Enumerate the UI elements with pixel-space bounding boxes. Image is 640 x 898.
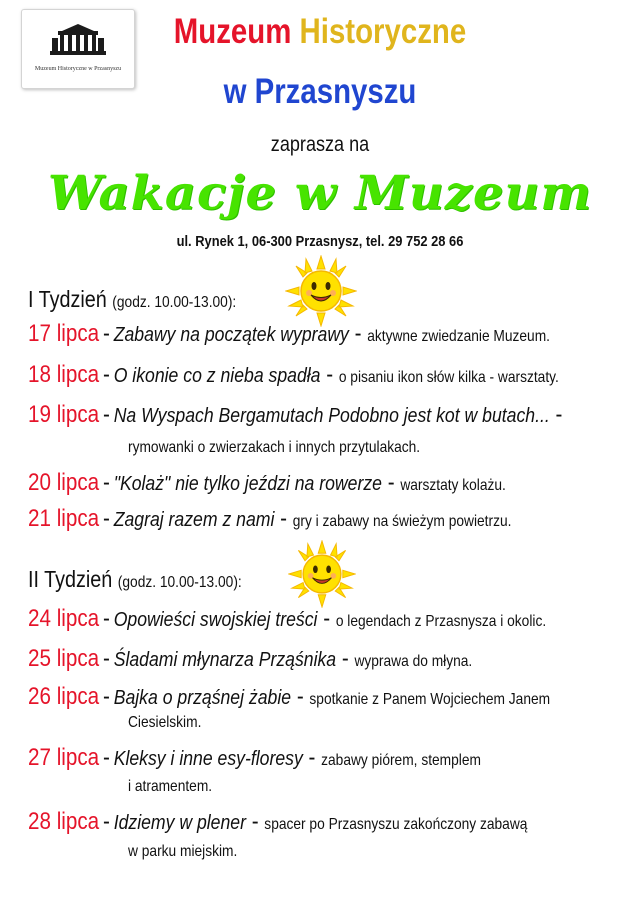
- day-dash: -: [102, 683, 110, 710]
- day-event: Kleksy i inne esy-floresy: [113, 747, 303, 770]
- schedule-row: [28, 605, 546, 633]
- day-description-continued: w parku miejskim.: [128, 843, 238, 860]
- day-event: Zagraj razem z nami: [113, 508, 275, 531]
- day-date: 28 lipca: [28, 808, 100, 835]
- day-event: Śladami młynarza Prząśnika: [113, 648, 337, 671]
- day-description: wyprawa do młyna.: [354, 653, 473, 670]
- day-description: zabawy piórem, stemplem: [321, 752, 481, 769]
- day-date: 27 lipca: [28, 744, 100, 771]
- day-date: 17 lipca: [28, 320, 100, 347]
- day-description-continued: rymowanki o zwierzakach i innych przytulakach.: [128, 439, 421, 456]
- schedule-row: [28, 469, 506, 497]
- title-word-historyczne: Historyczne: [299, 12, 467, 51]
- day-separator: -: [291, 683, 310, 710]
- day-event: Bajka o prząśnej żabie: [113, 686, 292, 709]
- day-description-continued: Ciesielskim.: [128, 714, 202, 731]
- week-label: I Tydzień: [28, 286, 107, 312]
- schedule-row: [28, 645, 472, 673]
- sun-icon: [288, 540, 356, 608]
- day-date: 18 lipca: [28, 361, 100, 388]
- day-dash: -: [102, 469, 110, 496]
- day-event: O ikonie co z nieba spadła: [113, 364, 321, 387]
- schedule-row: [28, 320, 550, 348]
- day-date: 24 lipca: [28, 605, 100, 632]
- day-separator: -: [320, 361, 339, 388]
- day-dash: -: [102, 808, 110, 835]
- day-description: warsztaty kolażu.: [400, 477, 506, 494]
- day-date: 21 lipca: [28, 505, 100, 532]
- day-date: 26 lipca: [28, 683, 100, 710]
- day-separator: -: [274, 505, 293, 532]
- day-event: Na Wyspach Bergamutach Podobno jest kot w butach...: [113, 404, 550, 427]
- title-line1: [51, 12, 589, 52]
- day-date: 25 lipca: [28, 645, 100, 672]
- day-event: Idziemy w plener: [113, 811, 246, 834]
- day-description: o pisaniu ikon słów kilka - warsztaty.: [338, 369, 559, 386]
- day-description: o legendach z Przasnysza i okolic.: [335, 613, 547, 630]
- day-dash: -: [102, 744, 110, 771]
- day-separator: -: [381, 469, 401, 496]
- address-line: ul. Rynek 1, 06-300 Przasnysz, tel. 29 752 28 66: [176, 233, 464, 250]
- day-dash: -: [102, 505, 110, 532]
- event-title: Wakacje w Muzeum: [47, 166, 593, 221]
- day-dash: -: [102, 361, 110, 388]
- schedule-row: [28, 808, 527, 836]
- week-hours: (godz. 10.00-13.00):: [117, 574, 242, 591]
- week-2-heading: [28, 566, 242, 593]
- day-separator: -: [336, 645, 355, 672]
- day-event: "Kolaż" nie tylko jeździ na rowerze: [113, 472, 382, 495]
- day-event: Zabawy na początek wyprawy: [113, 323, 349, 346]
- sun-icon: [285, 255, 357, 327]
- day-description: spacer po Przasnyszu zakończony zabawą: [264, 816, 528, 833]
- week-1-heading: [28, 286, 236, 313]
- day-separator: -: [549, 401, 563, 428]
- day-date: 20 lipca: [28, 469, 100, 496]
- schedule-row: [28, 361, 559, 389]
- day-description: spotkanie z Panem Wojciechem Janem: [309, 691, 551, 708]
- schedule-row: [28, 401, 562, 429]
- week-label: II Tydzień: [28, 566, 113, 592]
- day-description-continued: i atramentem.: [128, 778, 213, 795]
- day-dash: -: [102, 605, 110, 632]
- day-date: 19 lipca: [28, 401, 100, 428]
- title-word-muzeum: Muzeum: [173, 12, 292, 51]
- invite-text: zaprasza na: [270, 133, 370, 156]
- day-description: gry i zabawy na świeżym powietrzu.: [292, 513, 512, 530]
- title-line2: w Przasnyszu: [223, 72, 417, 111]
- day-separator: -: [245, 808, 265, 835]
- day-separator: -: [302, 744, 322, 771]
- schedule-row: [28, 683, 550, 711]
- day-dash: -: [102, 401, 110, 428]
- schedule-row: [28, 505, 511, 533]
- day-separator: -: [317, 605, 336, 632]
- day-dash: -: [102, 320, 110, 347]
- logo-text: Muzeum Historyczne w Przasnyszu: [34, 66, 122, 72]
- day-separator: -: [348, 320, 368, 347]
- day-description: aktywne zwiedzanie Muzeum.: [367, 328, 551, 345]
- week-hours: (godz. 10.00-13.00):: [112, 294, 237, 311]
- day-event: Opowieści swojskiej treści: [113, 608, 318, 631]
- day-dash: -: [102, 645, 110, 672]
- schedule-row: [28, 744, 481, 772]
